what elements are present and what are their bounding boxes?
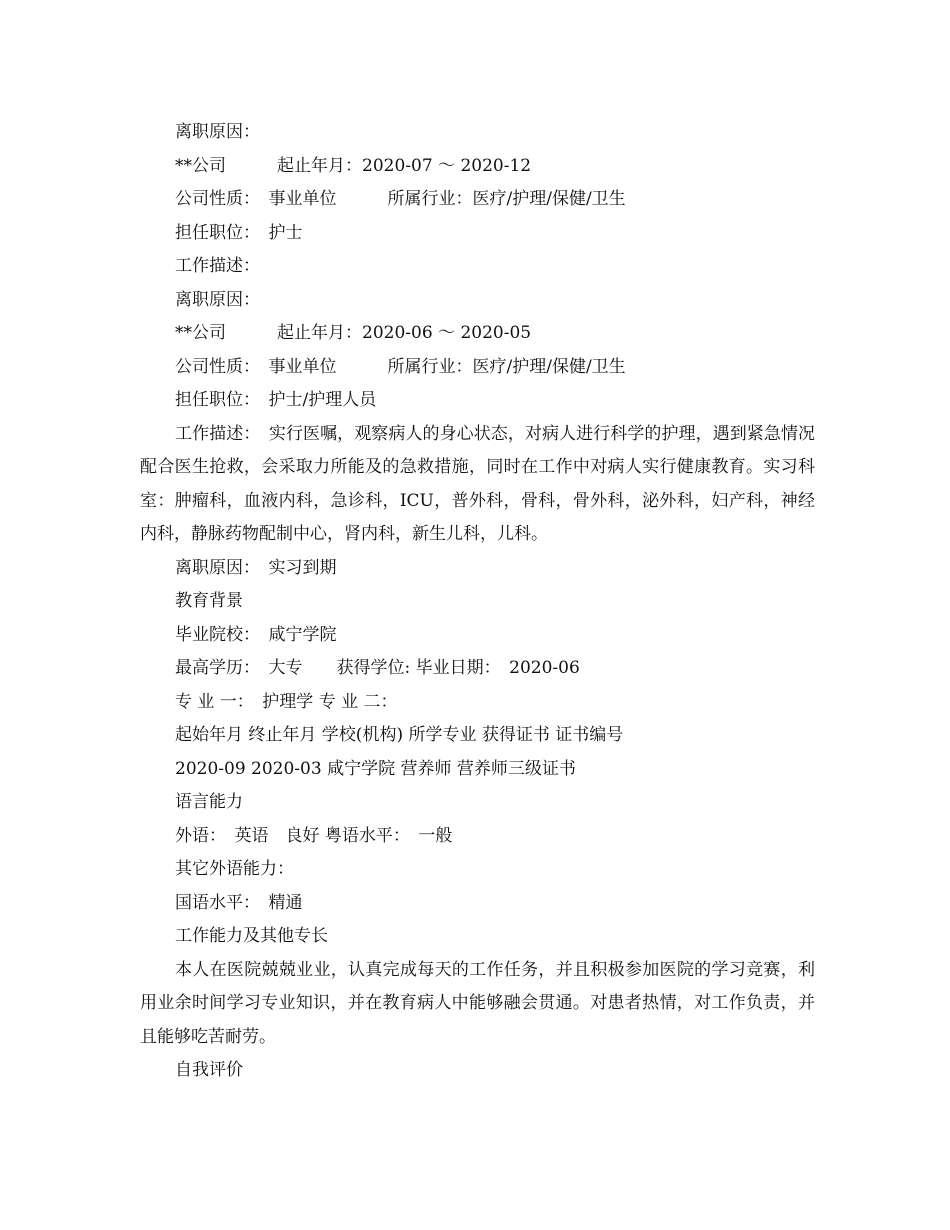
resignation-reason-2: 离职原因： bbox=[175, 289, 260, 310]
graduate-school: 毕业院校： 咸宁学院 bbox=[175, 624, 337, 645]
company-nature-2: 公司性质： 事业单位 所属行业：医疗/护理/保健/卫生 bbox=[175, 356, 626, 377]
position-2: 担任职位： 护士/护理人员 bbox=[175, 390, 377, 410]
education-table-header: 起始年月 终止年月 学校(机构) 所学专业 获得证书 证书编号 bbox=[175, 725, 624, 745]
education-table-row: 2020-09 2020-03 咸宁学院 营养师 营养师三级证书 bbox=[175, 758, 576, 779]
foreign-language: 外语： 英语 良好 粤语水平： 一般 bbox=[175, 825, 453, 846]
other-languages: 其它外语能力： bbox=[175, 859, 294, 879]
skills-paragraph: 本人在医院兢兢业业，认真完成每天的工作任务，并且积极参加医院的学习竞赛，利用业余时间学习专业知识，并在教育病人中能够融会贯通。对患者热情，对工作负责，并且能够吃苦耐劳。 bbox=[140, 959, 815, 1047]
section-education: 教育背景 bbox=[175, 591, 243, 611]
company-period-2: **公司 起止年月：2020-06 ～ 2020-05 bbox=[175, 323, 532, 343]
resignation-reason-1: 离职原因： bbox=[175, 122, 260, 142]
job-description-2: 工作描述： 实行医嘱，观察病人的身心状态，对病人进行科学的护理，遇到紧急情况配合医生抢救，会采取力所能及的急救措施，同时在工作中对病人实行健康教育。实习科室：肿瘤科，血液内科，急诊科，ICU，普外科，骨科，骨外科，泌外科，妇产科，神经内科，静脉药物配制中心，肾内科，新生儿科，儿科。 bbox=[140, 423, 815, 544]
company-period-1: **公司 起止年月：2020-07 ～ 2020-12 bbox=[175, 155, 532, 176]
majors: 专 业 一： 护理学 专 业 二： bbox=[175, 691, 398, 712]
position-1: 担任职位： 护士 bbox=[175, 222, 303, 243]
section-self-evaluation: 自我评价 bbox=[175, 1060, 243, 1080]
section-skills: 工作能力及其他专长 bbox=[175, 926, 328, 946]
highest-degree: 最高学历： 大专 获得学位: 毕业日期： 2020-06 bbox=[175, 658, 580, 678]
document-body bbox=[140, 116, 815, 1088]
resignation-reason-3: 离职原因： 实习到期 bbox=[175, 557, 337, 578]
mandarin-level: 国语水平： 精通 bbox=[175, 892, 303, 913]
section-language: 语言能力 bbox=[175, 792, 243, 812]
company-nature-1: 公司性质： 事业单位 所属行业：医疗/护理/保健/卫生 bbox=[175, 189, 626, 209]
job-description-1: 工作描述： bbox=[175, 256, 260, 276]
